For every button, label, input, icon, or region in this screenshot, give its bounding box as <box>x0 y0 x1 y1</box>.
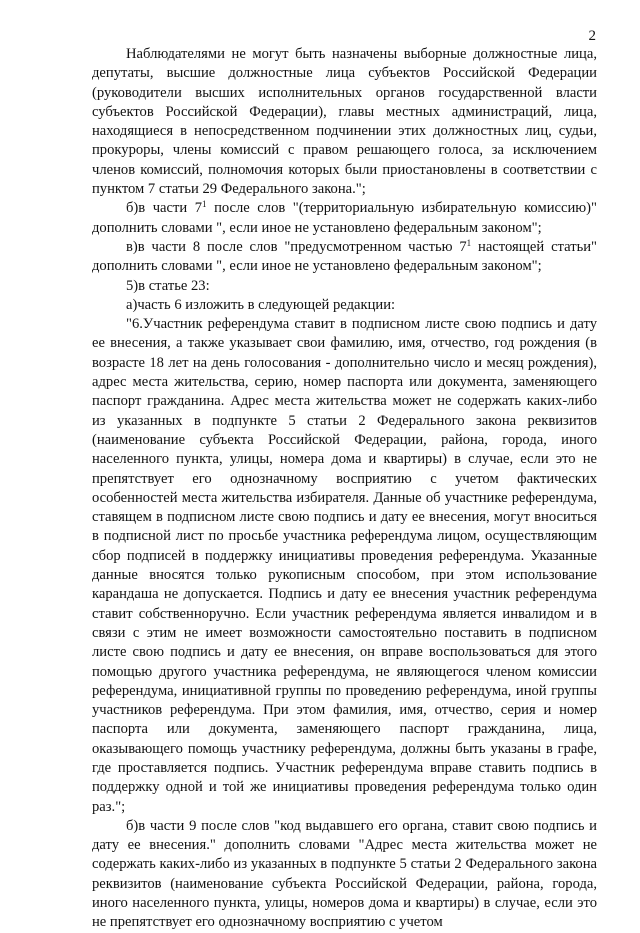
paragraph-item-b-part-7-1 <box>92 199 597 238</box>
paragraph-text: после слов "(территориальную избирательную комиссию)" дополнить словами ", если иное не установлено федеральным законом"; <box>92 200 597 236</box>
page-number: 2 <box>588 28 596 44</box>
paragraph-item-v-part-8 <box>92 238 597 277</box>
paragraph-observers: Наблюдателями не могут быть назначены выборные должностные лица, депутаты, высшие должностные лица субъектов Российской Федерации (руководители высших исполнительных органов государственной власти субъектов Российской Федерации), главы местных администраций, лица, находящиеся в непосредственном подчинении этих должностных лиц, судьи, прокуроры, члены комиссий с правом решающего голоса, за исключением членов комиссий, полномочия которых были приостановлены в соответствии с пунктом 7 статьи 29 Федерального закона."; <box>92 46 597 198</box>
superscript: 1 <box>466 237 472 248</box>
document-body <box>92 45 597 933</box>
paragraph-text: в)в части 8 после слов "предусмотренном частью 7 <box>126 238 467 255</box>
paragraph-text: настоящей статьи" дополнить словами ", если иное не установлено федеральным законом"; <box>92 238 597 275</box>
paragraph-article-23: 5)в статье 23: <box>126 277 210 294</box>
paragraph-item-b-part-9: б)в части 9 после слов "код выдавшего его органа, ставит свою подпись и дату ее внесения." дополнить словами "Адрес места жительства может не содержать каких-либо из указанных в подпункте 5 статьи 2 Федерального закона реквизитов (наименование субъекта Российской Федерации, района, города, иного населенного пункта, улицы, номеров дома и квартиры) в случае, если это не препятствует его однозначному восприятию с учетом <box>92 817 597 931</box>
paragraph-item-a-part-6: а)часть 6 изложить в следующей редакции: <box>126 296 396 313</box>
superscript: 1 <box>202 199 207 210</box>
paragraph-text: б)в части 7 <box>126 200 203 217</box>
paragraph-part-6-text: "6.Участник референдума ставит в подписном листе свою подпись и дату ее внесения, а также указывает свои фамилию, имя, отчество, год рождения (в возрасте 18 лет на день голосования - дополнительно число и месяц рождения), адрес места жительства, серию, номер паспорта или документа, заменяющего паспорт гражданина. Адрес места жительства может не содержать каких-либо из указанных в подпункте 5 статьи 2 Федерального закона реквизитов (наименование субъекта Российской Федерации, района, города, иного населенного пункта, улицы, номера дома и квартиры) в случае, если это не препятствует его однозначному восприятию с учетом фактических особенностей места жительства избирателя. Данные об участнике референдума, ставящем в подписном листе свою подпись и дату ее внесения, могут вноситься в подписной лист по просьбе участника референдума лицом, осуществляющим сбор подписей в поддержку инициативы проведения референдума. Указанные данные вносятся только рукописным способом, при этом использование карандаша не допускается. Подпись и дату ее внесения участник референдума ставит собственноручно. Если участник референдума является инвалидом и в связи с этим не имеет возможности самостоятельно поставить в подписном листе свою подпись и дату ее внесения, он вправе воспользоваться для этого помощью другого участника референдума, не являющегося членом комиссии референдума, инициативной группы по проведению референдума, иной группы участников референдума. При этом фамилия, имя, отчество, серия и номер паспорта или документа, заменяющего паспорт гражданина, лица, оказывающего помощь участнику референдума, должны быть указаны в графе, где проставляется подпись. Участник референдума вправе ставить подпись в поддержку одной и той же инициативы проведения референдума только один раз."; <box>92 316 597 815</box>
